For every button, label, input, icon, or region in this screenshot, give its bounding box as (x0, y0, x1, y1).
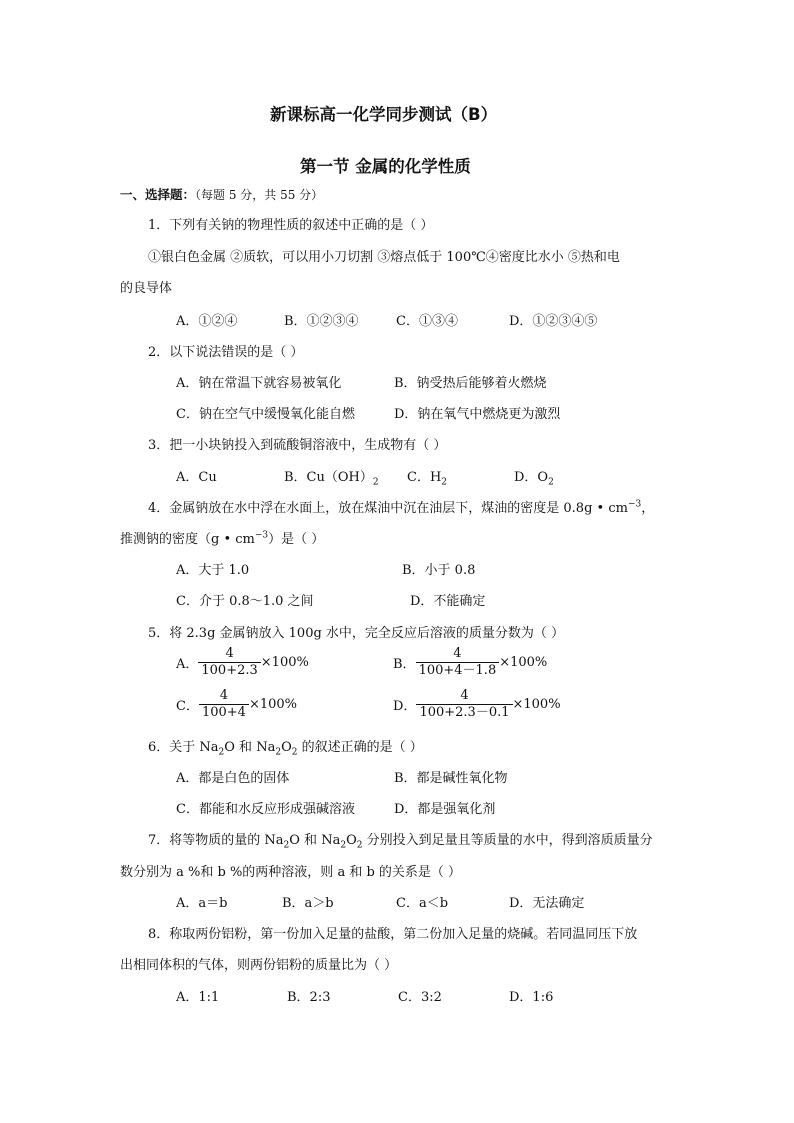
question-3-option-c: C．$H_2$ (407, 470, 448, 488)
question-3-option-b: B．$Cu(OH)_2$ (284, 470, 379, 488)
question-7-line2: 数分别为 a %和 b %的两种溶液，则 a 和 b 的关系是（ ） (120, 865, 462, 880)
question-8-option-b: B．2:3 (287, 990, 331, 1005)
page-title: 新课标高一化学同步测试（B） (270, 105, 498, 124)
question-8-option-c: C．3:2 (398, 990, 442, 1005)
question-7-option-c: C．a＜b (396, 896, 449, 911)
question-3-option-a: A．Cu (176, 470, 217, 485)
question-7-option-b: B．a＞b (282, 896, 334, 911)
question-6-option-a: A．都是白色的固体 (176, 771, 290, 786)
question-2-option-d: D．钠在氧气中燃烧更为激烈 (394, 407, 561, 422)
question-1-option-b: B．①②③④ (284, 314, 359, 329)
section-note: （每题 5 分，共 55 分） (195, 188, 324, 202)
question-8-option-d: D．1:6 (509, 990, 554, 1005)
question-5-option-c: C． $\frac{4}{100+4}$ ×100% (176, 688, 297, 720)
question-6-stem: 6．关于 $Na_2O$ 和 $Na_2O_2$ 的叙述正确的是（ ） (148, 740, 423, 758)
question-3-option-d: D．$O_2$ (514, 470, 554, 488)
page-subtitle: 第一节 金属的化学性质 (300, 157, 471, 176)
fraction: $\frac{4}{100+4}$ (199, 688, 249, 721)
question-5-stem: 5．将 2.3g 金属钠放入 100g 水中，完全反应后溶液的质量分数为（ ） (148, 626, 565, 641)
section-heading (120, 184, 323, 203)
question-1-stem: 1．下列有关钠的物理性质的叙述中正确的是（ ） (148, 218, 434, 233)
question-2-option-a: A．钠在常温下就容易被氧化 (176, 376, 342, 391)
question-7-option-a: A．a＝b (176, 896, 228, 911)
question-5-option-b: B． $\frac{4}{100+4-1.8}$ ×100% (393, 646, 548, 678)
question-2-option-c: C．钠在空气中缓慢氧化能自燃 (176, 407, 355, 422)
question-4-option-b: B．小于 0.8 (402, 563, 476, 578)
question-4-option-a: A．大于 1.0 (176, 563, 250, 578)
question-8-line2: 出相同体积的气体，则两份铝粉的质量比为（ ） (120, 958, 398, 973)
section-label: 一、选择题： (120, 187, 196, 202)
question-4-option-d: D．不能确定 (410, 594, 486, 609)
question-5-option-d: D． $\frac{4}{100+2.3-0.1}$ ×100% (393, 688, 561, 720)
question-8-option-a: A．1:1 (176, 990, 220, 1005)
question-4-line2: 推测钠的密度（g • $cm^{-3}$）是（ ） (120, 530, 325, 547)
question-6-option-d: D．都是强氧化剂 (394, 802, 496, 817)
question-8-stem: 8．称取两份铝粉，第一份加入足量的盐酸，第二份加入足量的烧碱。若同温同压下放 (148, 927, 638, 942)
question-6-option-b: B．都是碱性氧化物 (394, 771, 508, 786)
question-1-line3: 的良导体 (120, 281, 173, 296)
question-7-option-d: D．无法确定 (509, 896, 585, 911)
question-3-stem: 3．把一小块钠投入到硫酸铜溶液中，生成物有（ ） (148, 438, 447, 453)
question-1-option-c: C．①③④ (396, 314, 458, 329)
question-7-stem: 7．将等物质的量的 $Na_2O$ 和 $Na_2O_2$ 分别投入到足量且等质量的水中，得到溶质质量分 (148, 833, 653, 851)
fraction: $\frac{4}{100+2.3}$ (198, 646, 260, 679)
question-1-line2: ①银白色金属 ②质软，可以用小刀切割 ③熔点低于 100℃④密度比水小 ⑤热和电 (148, 250, 620, 265)
question-1-option-a: A．①②④ (176, 314, 238, 329)
question-6-option-c: C．都能和水反应形成强碱溶液 (176, 802, 355, 817)
question-5-option-a: A． $\frac{4}{100+2.3}$ ×100% (176, 646, 309, 678)
question-2-option-b: B．钠受热后能够着火燃烧 (394, 376, 547, 391)
fraction: $\frac{4}{100+4-1.8}$ (416, 646, 500, 679)
question-4-option-c: C．介于 0.8～1.0 之间 (176, 594, 314, 609)
question-4-stem: 4．金属钠放在水中浮在水面上，放在煤油中沉在油层下，煤油的密度是 0.8g • $cm^{-3}$， (148, 499, 655, 516)
fraction: $\frac{4}{100+2.3-0.1}$ (416, 688, 512, 721)
question-2-stem: 2．以下说法错误的是（ ） (148, 345, 304, 360)
question-1-option-d: D．①②③④⑤ (509, 314, 598, 329)
